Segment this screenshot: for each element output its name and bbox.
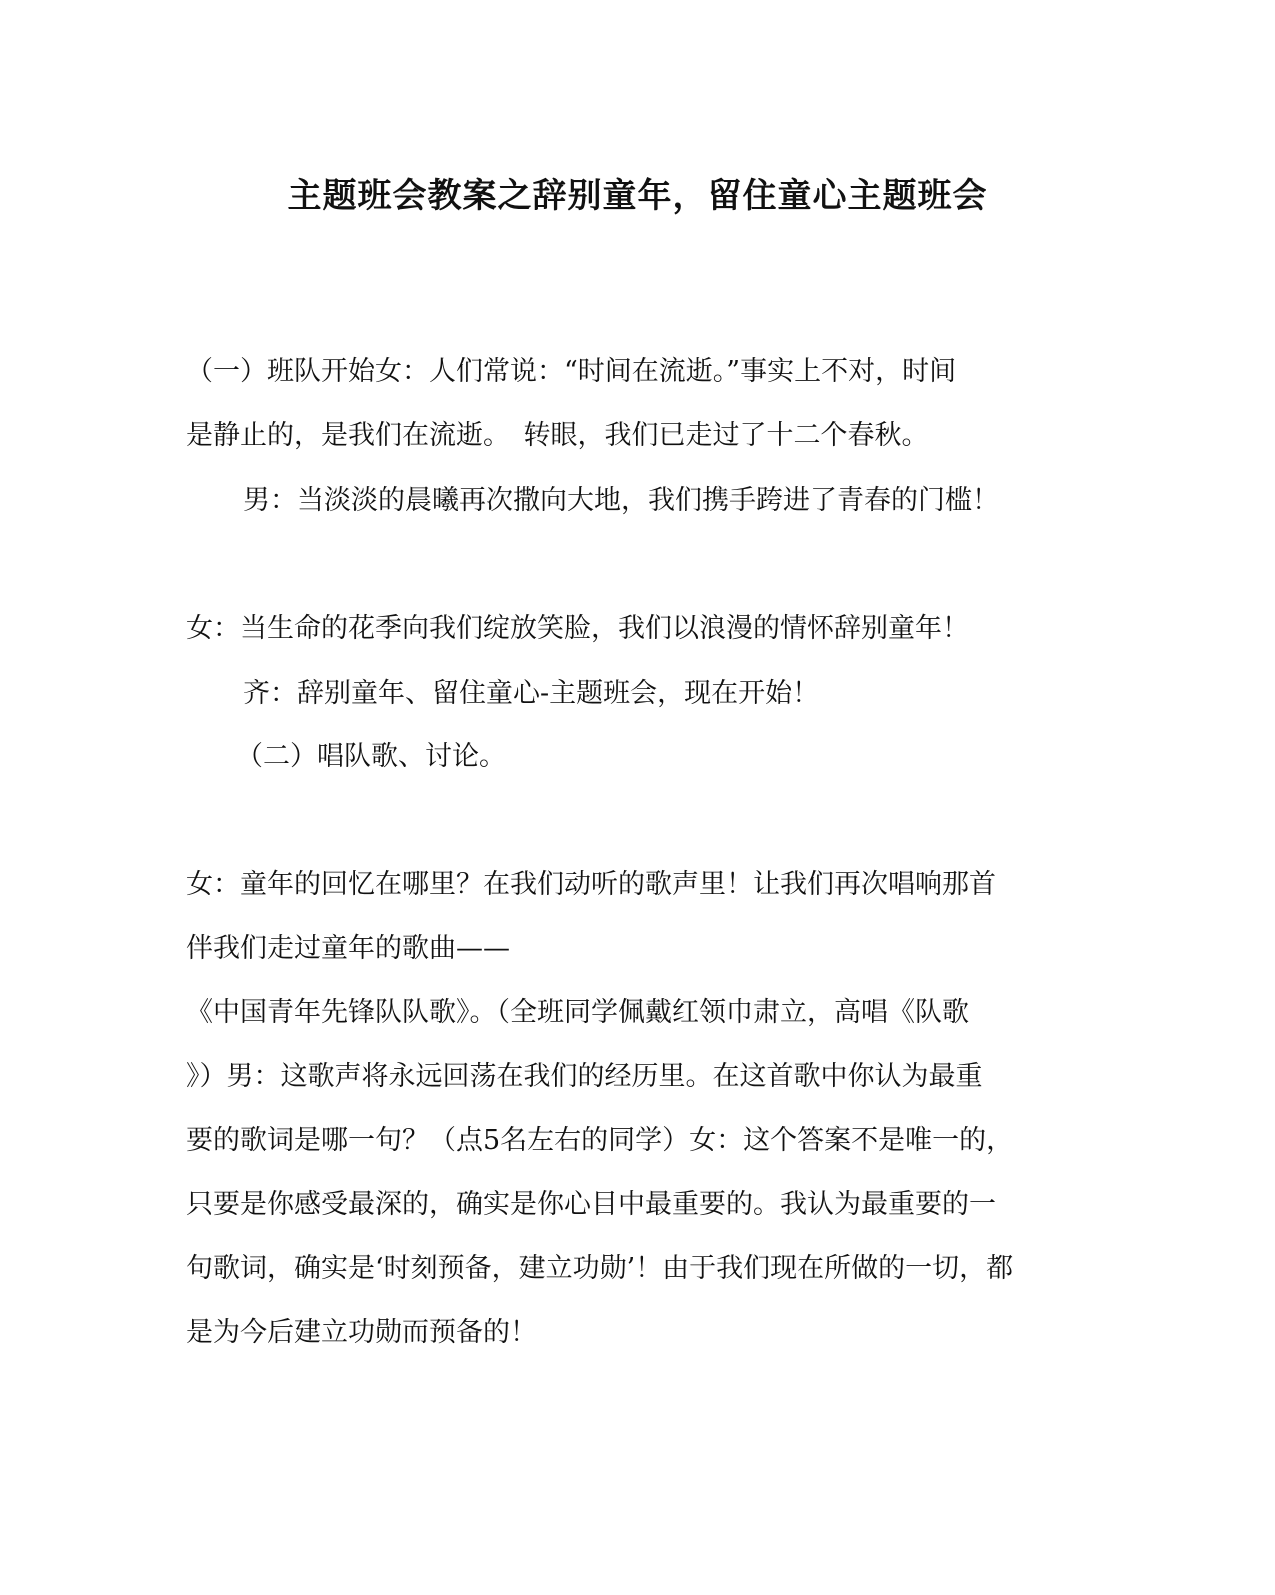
paragraph-line: 《中国青年先锋队队歌》。（全班同学佩戴红领巾肃立，高唱《队歌 [186, 997, 969, 1028]
paragraph-line: 句歌词，确实是‘时刻预备，建立功勋’！由于我们现在所做的一切，都 [186, 1253, 1014, 1284]
paragraph-line: 女：当生命的花季向我们绽放笑脸，我们以浪漫的情怀辞别童年！ [186, 613, 969, 644]
paragraph-line: （一）班队开始女：人们常说：“时间在流逝。”事实上不对，时间 [186, 356, 957, 387]
paragraph-line: 男：当淡淡的晨曦再次撒向大地，我们携手跨进了青春的门槛！ [243, 485, 999, 516]
document-title: 主题班会教案之辞别童年，留住童心主题班会 [287, 176, 988, 216]
paragraph-line: 是静止的，是我们在流逝。 转眼，我们已走过了十二个春秋。 [186, 420, 929, 451]
paragraph-line: 齐：辞别童年、留住童心-主题班会，现在开始！ [243, 678, 820, 709]
paragraph-line: 》）男：这歌声将永远回荡在我们的经历里。在这首歌中你认为最重 [186, 1061, 983, 1092]
paragraph-line: 只要是你感受最深的，确实是你心目中最重要的。我认为最重要的一 [186, 1189, 996, 1220]
paragraph-line: 是为今后建立功勋而预备的！ [186, 1317, 537, 1348]
paragraph-line: 要的歌词是哪一句？（点5名左右的同学）女：这个答案不是唯一的， [186, 1125, 1014, 1156]
paragraph-line: 伴我们走过童年的歌曲—— [186, 933, 510, 964]
paragraph-line: 女：童年的回忆在哪里？在我们动听的歌声里！让我们再次唱响那首 [186, 869, 996, 900]
paragraph-line: （二）唱队歌、讨论。 [236, 741, 506, 772]
